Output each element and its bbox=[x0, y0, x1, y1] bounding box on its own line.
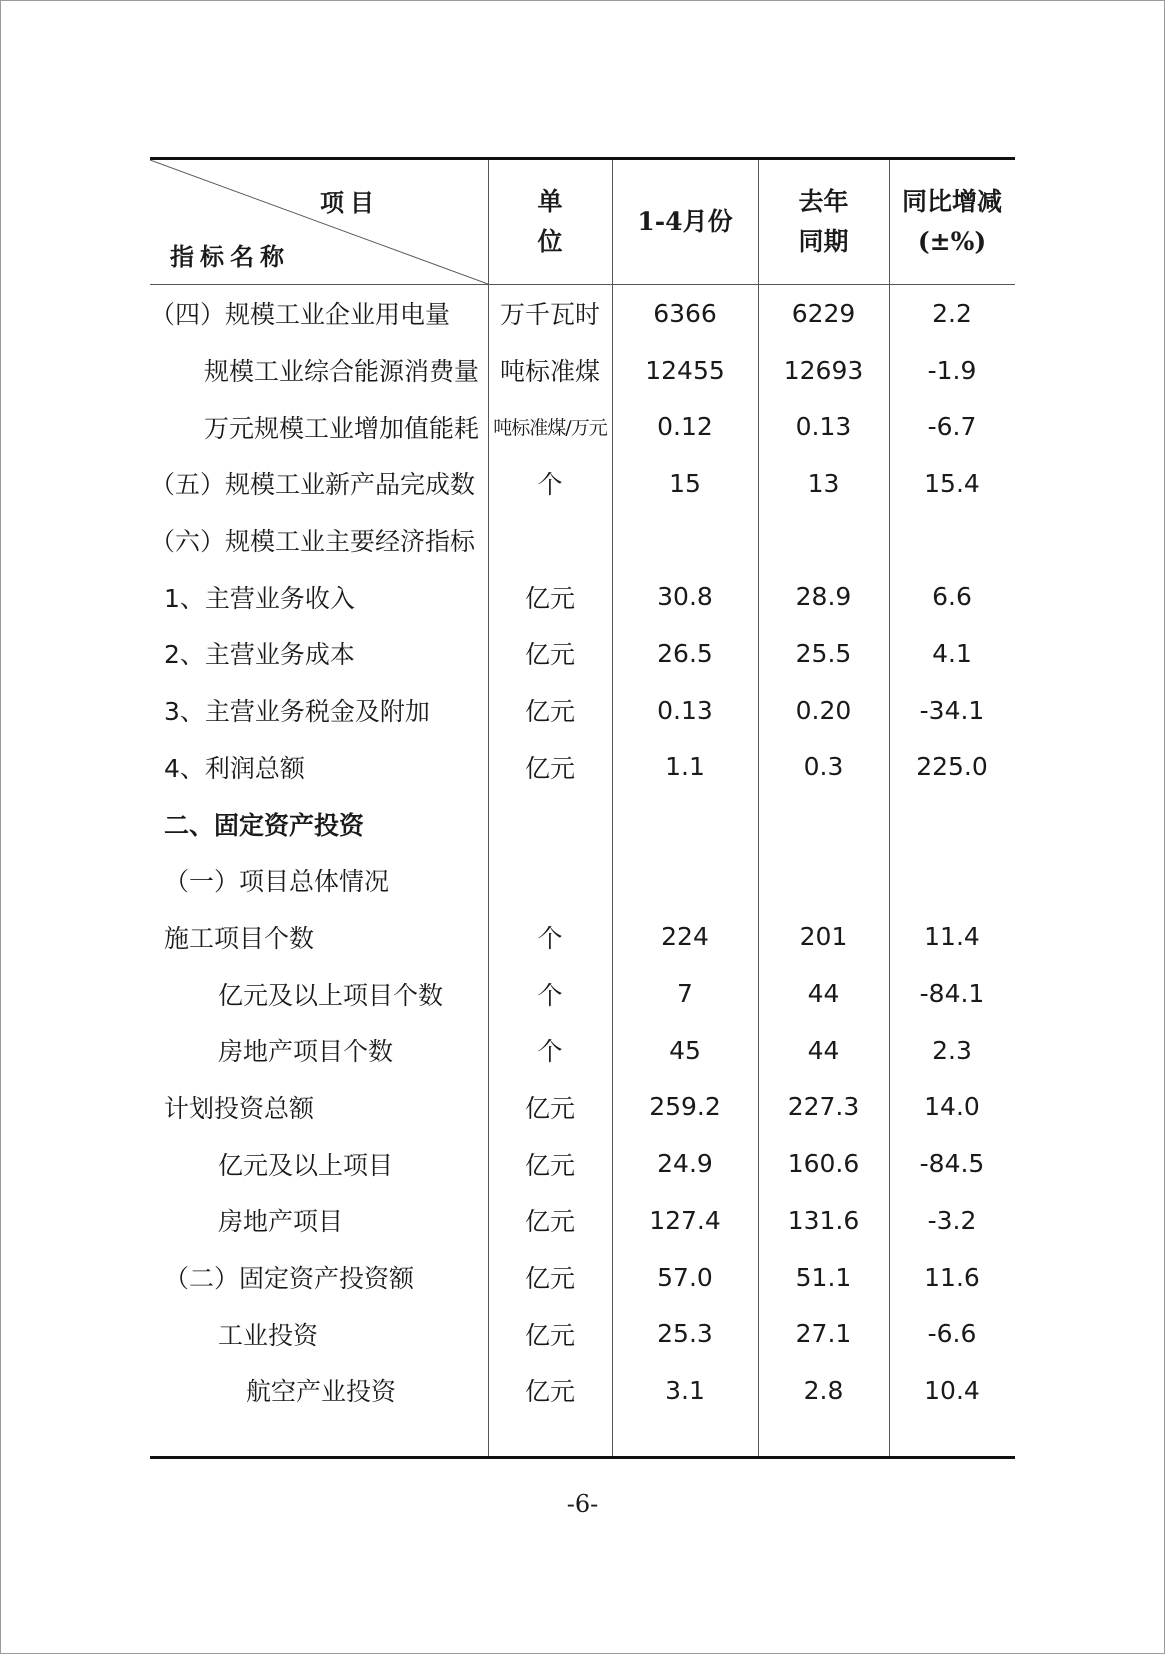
table-row bbox=[150, 285, 1015, 342]
table-row bbox=[150, 965, 1015, 1022]
row-change: 2.3 bbox=[932, 1035, 972, 1065]
row-previous: 0.3 bbox=[803, 752, 844, 782]
table-row bbox=[150, 1079, 1015, 1136]
row-change: -84.5 bbox=[919, 1149, 985, 1179]
row-change bbox=[889, 795, 1015, 852]
row-unit: 亿元 bbox=[524, 697, 575, 727]
row-previous bbox=[758, 852, 889, 909]
row-unit: 吨标准煤/万元 bbox=[493, 417, 607, 440]
row-current: 259.2 bbox=[649, 1092, 721, 1122]
row-previous: 2.8 bbox=[803, 1375, 844, 1405]
row-previous bbox=[758, 512, 889, 569]
header-current: 1-4月份 bbox=[637, 207, 733, 236]
row-previous: 131.6 bbox=[787, 1205, 860, 1235]
page-number: -6- bbox=[566, 1490, 599, 1518]
row-unit: 亿元 bbox=[524, 583, 575, 613]
row-unit: 吨标准煤 bbox=[499, 357, 600, 387]
row-current: 3.1 bbox=[665, 1375, 705, 1405]
row-previous: 201 bbox=[799, 922, 848, 952]
row-unit bbox=[488, 512, 612, 569]
row-previous: 0.13 bbox=[795, 412, 852, 442]
row-previous: 25.5 bbox=[795, 638, 852, 668]
table-row bbox=[150, 1022, 1015, 1079]
row-current: 0.13 bbox=[657, 695, 713, 725]
row-change: -34.1 bbox=[919, 695, 985, 725]
row-current: 224 bbox=[661, 922, 709, 952]
row-current: 1.1 bbox=[665, 752, 705, 782]
table-row bbox=[150, 1362, 1015, 1419]
row-current: 24.9 bbox=[657, 1149, 713, 1179]
row-change: -1.9 bbox=[927, 355, 977, 385]
row-name: （一）项目总体情况 bbox=[164, 867, 390, 897]
row-previous: 44 bbox=[807, 1035, 840, 1065]
header-corner-item: 项目 bbox=[320, 188, 380, 217]
row-name: 亿元及以上项目 bbox=[218, 1150, 394, 1180]
row-name: 2、主营业务成本 bbox=[164, 640, 355, 670]
row-previous: 13 bbox=[807, 468, 840, 498]
row-previous bbox=[758, 795, 889, 852]
row-previous: 27.1 bbox=[795, 1319, 852, 1349]
row-change: 11.6 bbox=[924, 1262, 980, 1292]
row-name: 施工项目个数 bbox=[164, 923, 315, 953]
row-unit: 亿元 bbox=[524, 640, 575, 670]
row-current: 6366 bbox=[653, 298, 717, 328]
table-row bbox=[150, 568, 1015, 625]
row-current: 30.8 bbox=[657, 582, 713, 612]
row-previous: 44 bbox=[807, 979, 840, 1009]
statistics-table bbox=[150, 157, 1015, 1459]
row-name: （四）规模工业企业用电量 bbox=[150, 300, 451, 330]
row-unit: 个 bbox=[537, 470, 563, 500]
table-row bbox=[150, 795, 1015, 852]
row-unit: 亿元 bbox=[524, 1320, 575, 1350]
header-change: 同比增减(±%) bbox=[902, 187, 1003, 256]
row-name: 房地产项目 bbox=[218, 1207, 344, 1237]
row-unit bbox=[488, 852, 612, 909]
table-row bbox=[150, 398, 1015, 455]
table-row bbox=[150, 852, 1015, 909]
row-change: 15.4 bbox=[924, 468, 980, 498]
row-current: 12455 bbox=[645, 355, 725, 385]
row-unit: 个 bbox=[537, 980, 563, 1010]
row-current: 0.12 bbox=[657, 412, 713, 442]
row-unit bbox=[488, 795, 612, 852]
row-unit: 个 bbox=[537, 1037, 563, 1067]
row-change bbox=[889, 512, 1015, 569]
row-change: -6.7 bbox=[927, 412, 977, 442]
row-change bbox=[889, 852, 1015, 909]
row-name: （五）规模工业新产品完成数 bbox=[150, 470, 476, 500]
row-current: 26.5 bbox=[657, 638, 713, 668]
row-unit: 亿元 bbox=[524, 1093, 575, 1123]
row-name: 规模工业综合能源消费量 bbox=[204, 357, 480, 387]
row-name: 房地产项目个数 bbox=[218, 1037, 394, 1067]
table-bottom-rule bbox=[150, 1456, 1015, 1459]
row-name: （六）规模工业主要经济指标 bbox=[150, 527, 476, 557]
table-body bbox=[150, 285, 1015, 1419]
table-row bbox=[150, 1305, 1015, 1362]
row-change: 14.0 bbox=[924, 1092, 980, 1122]
row-change: -84.1 bbox=[919, 979, 985, 1009]
header-previous: 去年同期 bbox=[798, 187, 849, 256]
row-name: 3、主营业务税金及附加 bbox=[164, 697, 430, 727]
row-change: 10.4 bbox=[924, 1375, 980, 1405]
row-current: 15 bbox=[669, 468, 701, 498]
row-unit: 个 bbox=[537, 923, 563, 953]
row-change: -6.6 bbox=[927, 1319, 977, 1349]
row-unit: 亿元 bbox=[524, 1150, 575, 1180]
row-name: （二）固定资产投资额 bbox=[164, 1264, 415, 1294]
table-row bbox=[150, 682, 1015, 739]
row-previous: 227.3 bbox=[787, 1092, 860, 1122]
row-previous: 0.20 bbox=[795, 695, 852, 725]
row-previous: 160.6 bbox=[787, 1149, 860, 1179]
row-unit: 亿元 bbox=[524, 1207, 575, 1237]
row-name: 4、利润总额 bbox=[164, 753, 305, 783]
row-current bbox=[612, 512, 758, 569]
row-current: 7 bbox=[677, 979, 693, 1009]
row-previous: 28.9 bbox=[795, 582, 852, 612]
row-name: 万元规模工业增加值能耗 bbox=[204, 413, 480, 443]
row-change: 11.4 bbox=[924, 922, 980, 952]
row-name: 1、主营业务收入 bbox=[164, 583, 355, 613]
table-row bbox=[150, 1135, 1015, 1192]
row-current bbox=[612, 852, 758, 909]
row-current: 45 bbox=[669, 1035, 701, 1065]
row-name: 工业投资 bbox=[218, 1320, 319, 1350]
header-corner-indicator: 指标名称 bbox=[170, 242, 290, 271]
row-change: 2.2 bbox=[932, 298, 972, 328]
row-current: 25.3 bbox=[657, 1319, 713, 1349]
row-name: 亿元及以上项目个数 bbox=[218, 980, 444, 1010]
table-row bbox=[150, 1249, 1015, 1306]
header-unit: 单位 bbox=[537, 187, 563, 256]
table-row bbox=[150, 342, 1015, 399]
row-previous: 51.1 bbox=[795, 1262, 852, 1292]
row-unit: 亿元 bbox=[524, 1377, 575, 1407]
row-previous: 6229 bbox=[791, 298, 856, 328]
row-change: 225.0 bbox=[916, 752, 988, 782]
section-heading: 二、固定资产投资 bbox=[164, 810, 365, 840]
row-current bbox=[612, 795, 758, 852]
table-row bbox=[150, 1192, 1015, 1249]
row-change: -3.2 bbox=[927, 1205, 977, 1235]
row-previous: 12693 bbox=[783, 355, 864, 385]
row-name: 计划投资总额 bbox=[164, 1093, 315, 1123]
row-unit: 亿元 bbox=[524, 753, 575, 783]
table-row bbox=[150, 455, 1015, 512]
table-row bbox=[150, 909, 1015, 966]
row-change: 4.1 bbox=[932, 638, 972, 668]
row-change: 6.6 bbox=[932, 582, 972, 612]
row-current: 57.0 bbox=[657, 1262, 713, 1292]
table-row bbox=[150, 739, 1015, 796]
row-name: 航空产业投资 bbox=[246, 1377, 397, 1407]
row-unit: 万千瓦时 bbox=[499, 300, 600, 330]
row-unit: 亿元 bbox=[524, 1264, 575, 1294]
row-current: 127.4 bbox=[649, 1205, 721, 1235]
table-row bbox=[150, 512, 1015, 569]
table-row bbox=[150, 625, 1015, 682]
